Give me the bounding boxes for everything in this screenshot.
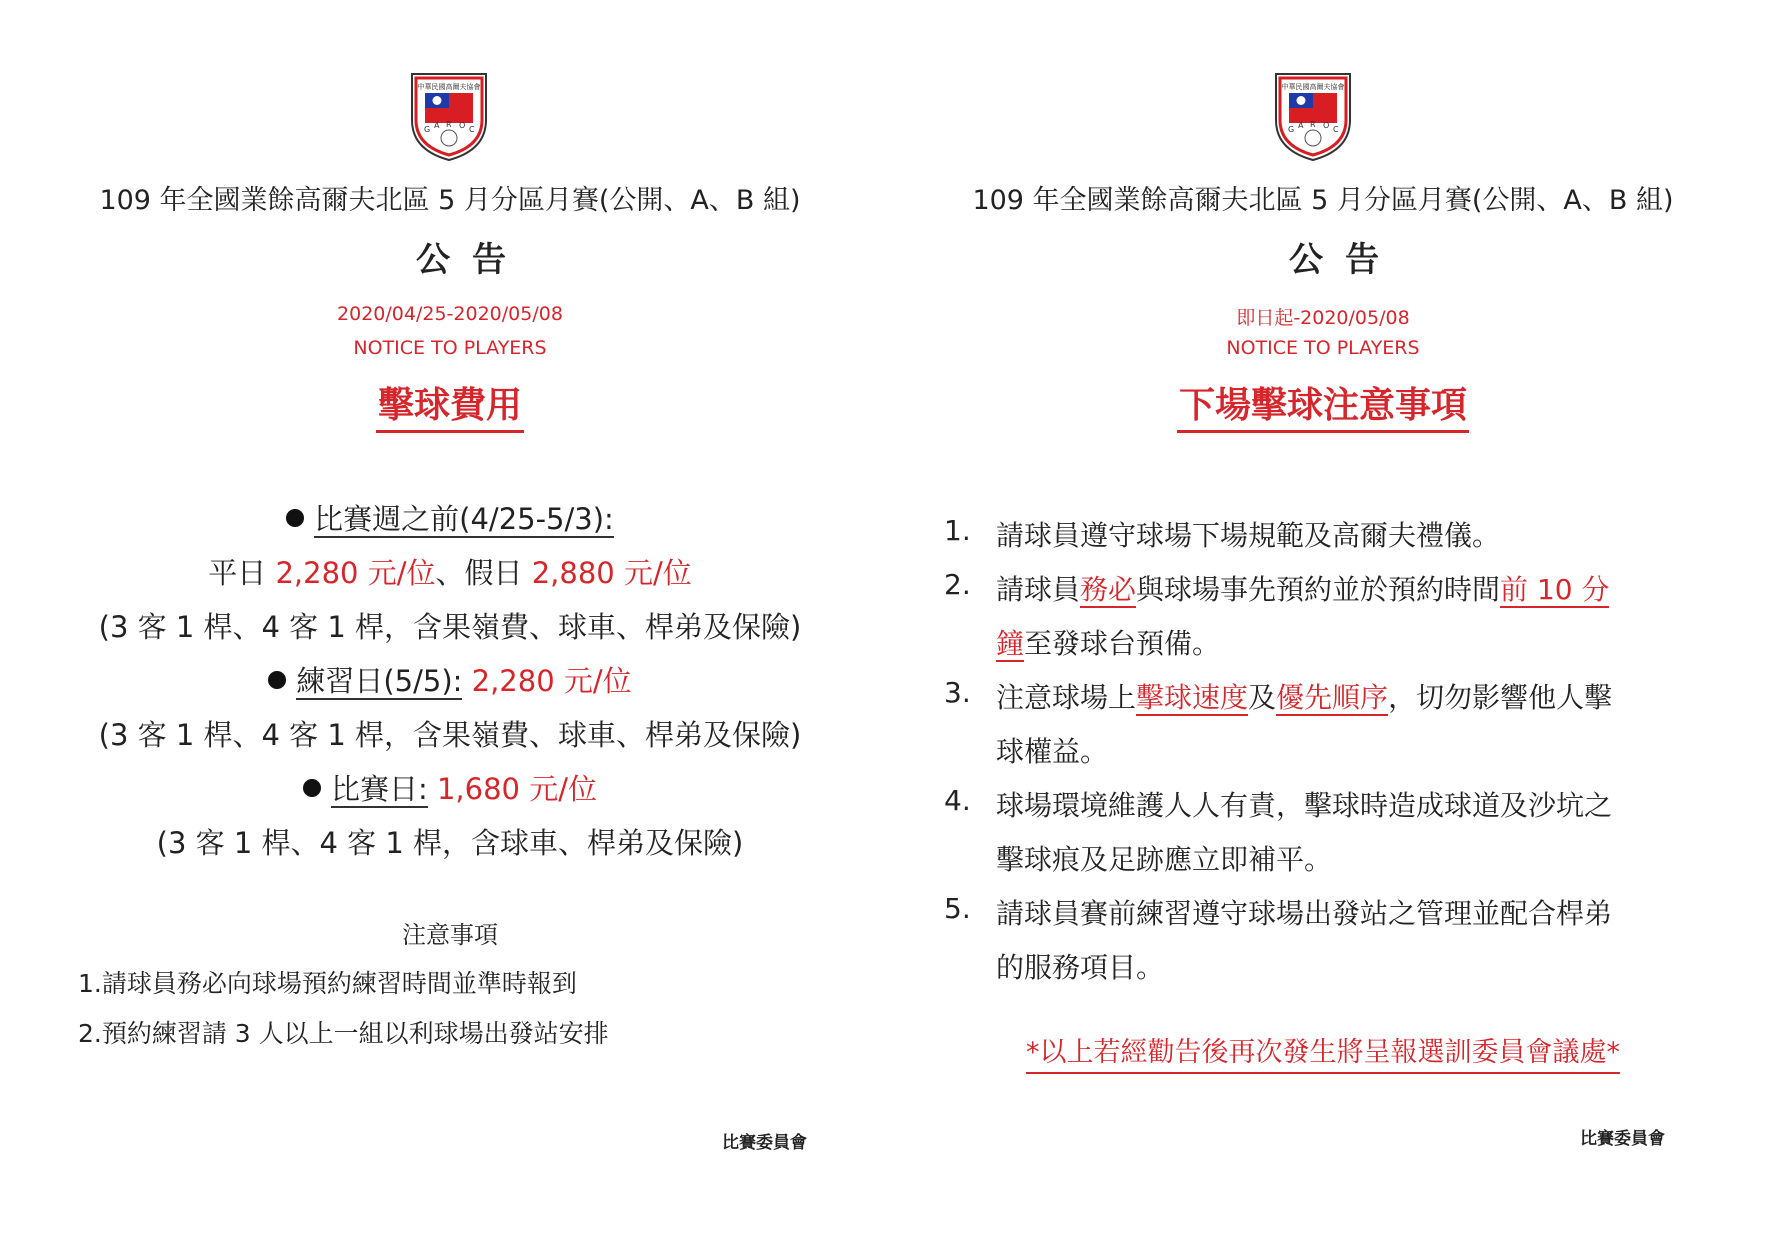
flag-sun-icon bbox=[1297, 96, 1306, 105]
notice-to-players: NOTICE TO PLAYERS bbox=[1226, 337, 1420, 359]
rule-highlight: 擊球速度 bbox=[1136, 681, 1249, 714]
golf-ball-icon bbox=[441, 130, 457, 146]
rule-highlight: 優先順序 bbox=[1276, 681, 1389, 714]
note-item: 1.請球員務必向球場預約練習時間並準時報到 bbox=[78, 969, 577, 998]
rule-text-part: ，切勿影響他人擊 bbox=[1388, 681, 1613, 714]
rule-number: 4. bbox=[944, 784, 971, 817]
rule-text: 請球員遵守球場下場規範及高爾夫禮儀。 bbox=[996, 519, 1501, 552]
rule-text: 球場環境維護人人有責，擊球時造成球道及沙坑之 bbox=[996, 789, 1613, 822]
logo-letter-r: R bbox=[446, 120, 452, 129]
rule-number: 3. bbox=[944, 676, 971, 709]
rule-highlight: 前 10 分 bbox=[1500, 573, 1610, 606]
notes-title: 注意事項 bbox=[402, 921, 498, 949]
golf-ball-icon bbox=[1305, 130, 1321, 146]
fee-practice-price: 2,280 元/位 bbox=[471, 664, 632, 698]
event-title: 109 年全國業餘高爾夫北區 5 月分區月賽(公開、A、B 組) bbox=[99, 185, 801, 216]
bullet-icon bbox=[268, 671, 286, 689]
logo-letter-g: G bbox=[1288, 125, 1295, 134]
notice-to-players: NOTICE TO PLAYERS bbox=[353, 337, 547, 359]
bullet-icon bbox=[303, 779, 321, 797]
heading-wrapper bbox=[0, 377, 900, 428]
right-notice-panel bbox=[880, 0, 1766, 1241]
logo-letter-o: O bbox=[1323, 121, 1330, 130]
garoc-logo bbox=[1272, 70, 1354, 162]
rule-text-continued: 球權益。 bbox=[996, 735, 1109, 768]
heading-wrapper bbox=[880, 377, 1766, 428]
fee-before-week-label: 比賽週之前(4/25-5/3): bbox=[314, 502, 614, 536]
rule-text-continued bbox=[996, 622, 1220, 662]
fee-before-note: (3 客 1 桿、4 客 1 桿，含果嶺費、球車、桿弟及保險) bbox=[98, 610, 802, 644]
event-title: 109 年全國業餘高爾夫北區 5 月分區月賽(公開、A、B 組) bbox=[972, 185, 1674, 216]
garoc-logo bbox=[408, 70, 490, 162]
warning-note: *以上若經勸告後再次發生將呈報選訓委員會議處* bbox=[1026, 1037, 1620, 1074]
logo-letter-a: A bbox=[1298, 121, 1304, 130]
committee-signature: 比賽委員會 bbox=[1580, 1129, 1665, 1149]
holiday-price: 2,880 元/位 bbox=[531, 556, 692, 590]
weekday-price: 2,280 元/位 bbox=[275, 556, 436, 590]
rule-text-part: 注意球場上 bbox=[996, 681, 1137, 714]
announcement-label: 公告 bbox=[1289, 240, 1401, 280]
announcement-label: 公告 bbox=[416, 240, 528, 280]
rule-text-part: 至發球台預備。 bbox=[1024, 627, 1221, 660]
fee-match-label: 比賽日: bbox=[330, 772, 428, 806]
fee-match-row bbox=[0, 767, 900, 808]
committee-signature: 比賽委員會 bbox=[722, 1133, 807, 1153]
rule-text-continued: 擊球痕及足跡應立即補平。 bbox=[996, 843, 1333, 876]
logo-letter-c: C bbox=[1333, 125, 1339, 134]
logo-letter-a: A bbox=[434, 121, 440, 130]
rule-text-part: 及 bbox=[1248, 681, 1277, 714]
rule-text-continued: 的服務項目。 bbox=[996, 951, 1165, 984]
weekday-label: 平日 bbox=[208, 556, 267, 590]
fee-practice-note: (3 客 1 桿、4 客 1 桿，含果嶺費、球車、桿弟及保險) bbox=[98, 718, 802, 752]
rule-text bbox=[996, 676, 1612, 716]
rule-text-part: 請球員 bbox=[996, 573, 1081, 606]
rule-text bbox=[996, 568, 1609, 608]
rules-heading: 下場擊球注意事項 bbox=[1177, 385, 1469, 433]
logo-arc-text: 中華民國高爾夫協會 bbox=[1281, 83, 1345, 91]
rule-highlight: 務必 bbox=[1080, 573, 1137, 606]
fee-match-price: 1,680 元/位 bbox=[436, 772, 597, 806]
fee-practice-label: 練習日(5/5): bbox=[296, 664, 463, 698]
rule-number: 1. bbox=[944, 514, 971, 547]
logo-arc-text: 中華民國高爾夫協會 bbox=[417, 83, 481, 91]
logo-letter-g: G bbox=[424, 125, 431, 134]
date-range: 即日起-2020/05/08 bbox=[1236, 307, 1410, 329]
logo-letter-r: R bbox=[1310, 120, 1316, 129]
logo-letter-c: C bbox=[469, 125, 475, 134]
fee-practice-row bbox=[0, 659, 900, 700]
rule-text-part: 與球場事先預約並於預約時間 bbox=[1136, 573, 1501, 606]
flag-sun-icon bbox=[433, 96, 442, 105]
note-item: 2.預約練習請 3 人以上一組以利球場出發站安排 bbox=[78, 1019, 609, 1048]
holiday-label: 、假日 bbox=[435, 556, 523, 590]
rule-number: 2. bbox=[944, 568, 971, 601]
fee-before-prices-row bbox=[0, 551, 900, 592]
fee-heading: 擊球費用 bbox=[376, 385, 524, 433]
logo-letter-o: O bbox=[459, 121, 466, 130]
date-range: 2020/04/25-2020/05/08 bbox=[337, 303, 563, 325]
rule-text: 請球員賽前練習遵守球場出發站之管理並配合桿弟 bbox=[996, 897, 1613, 930]
rule-highlight: 鐘 bbox=[996, 627, 1025, 660]
fee-before-week-row bbox=[0, 497, 900, 538]
fee-match-note: (3 客 1 桿、4 客 1 桿，含球車、桿弟及保險) bbox=[156, 826, 744, 860]
bullet-icon bbox=[286, 509, 304, 527]
rule-number: 5. bbox=[944, 892, 971, 925]
warning-wrapper bbox=[880, 1030, 1766, 1069]
